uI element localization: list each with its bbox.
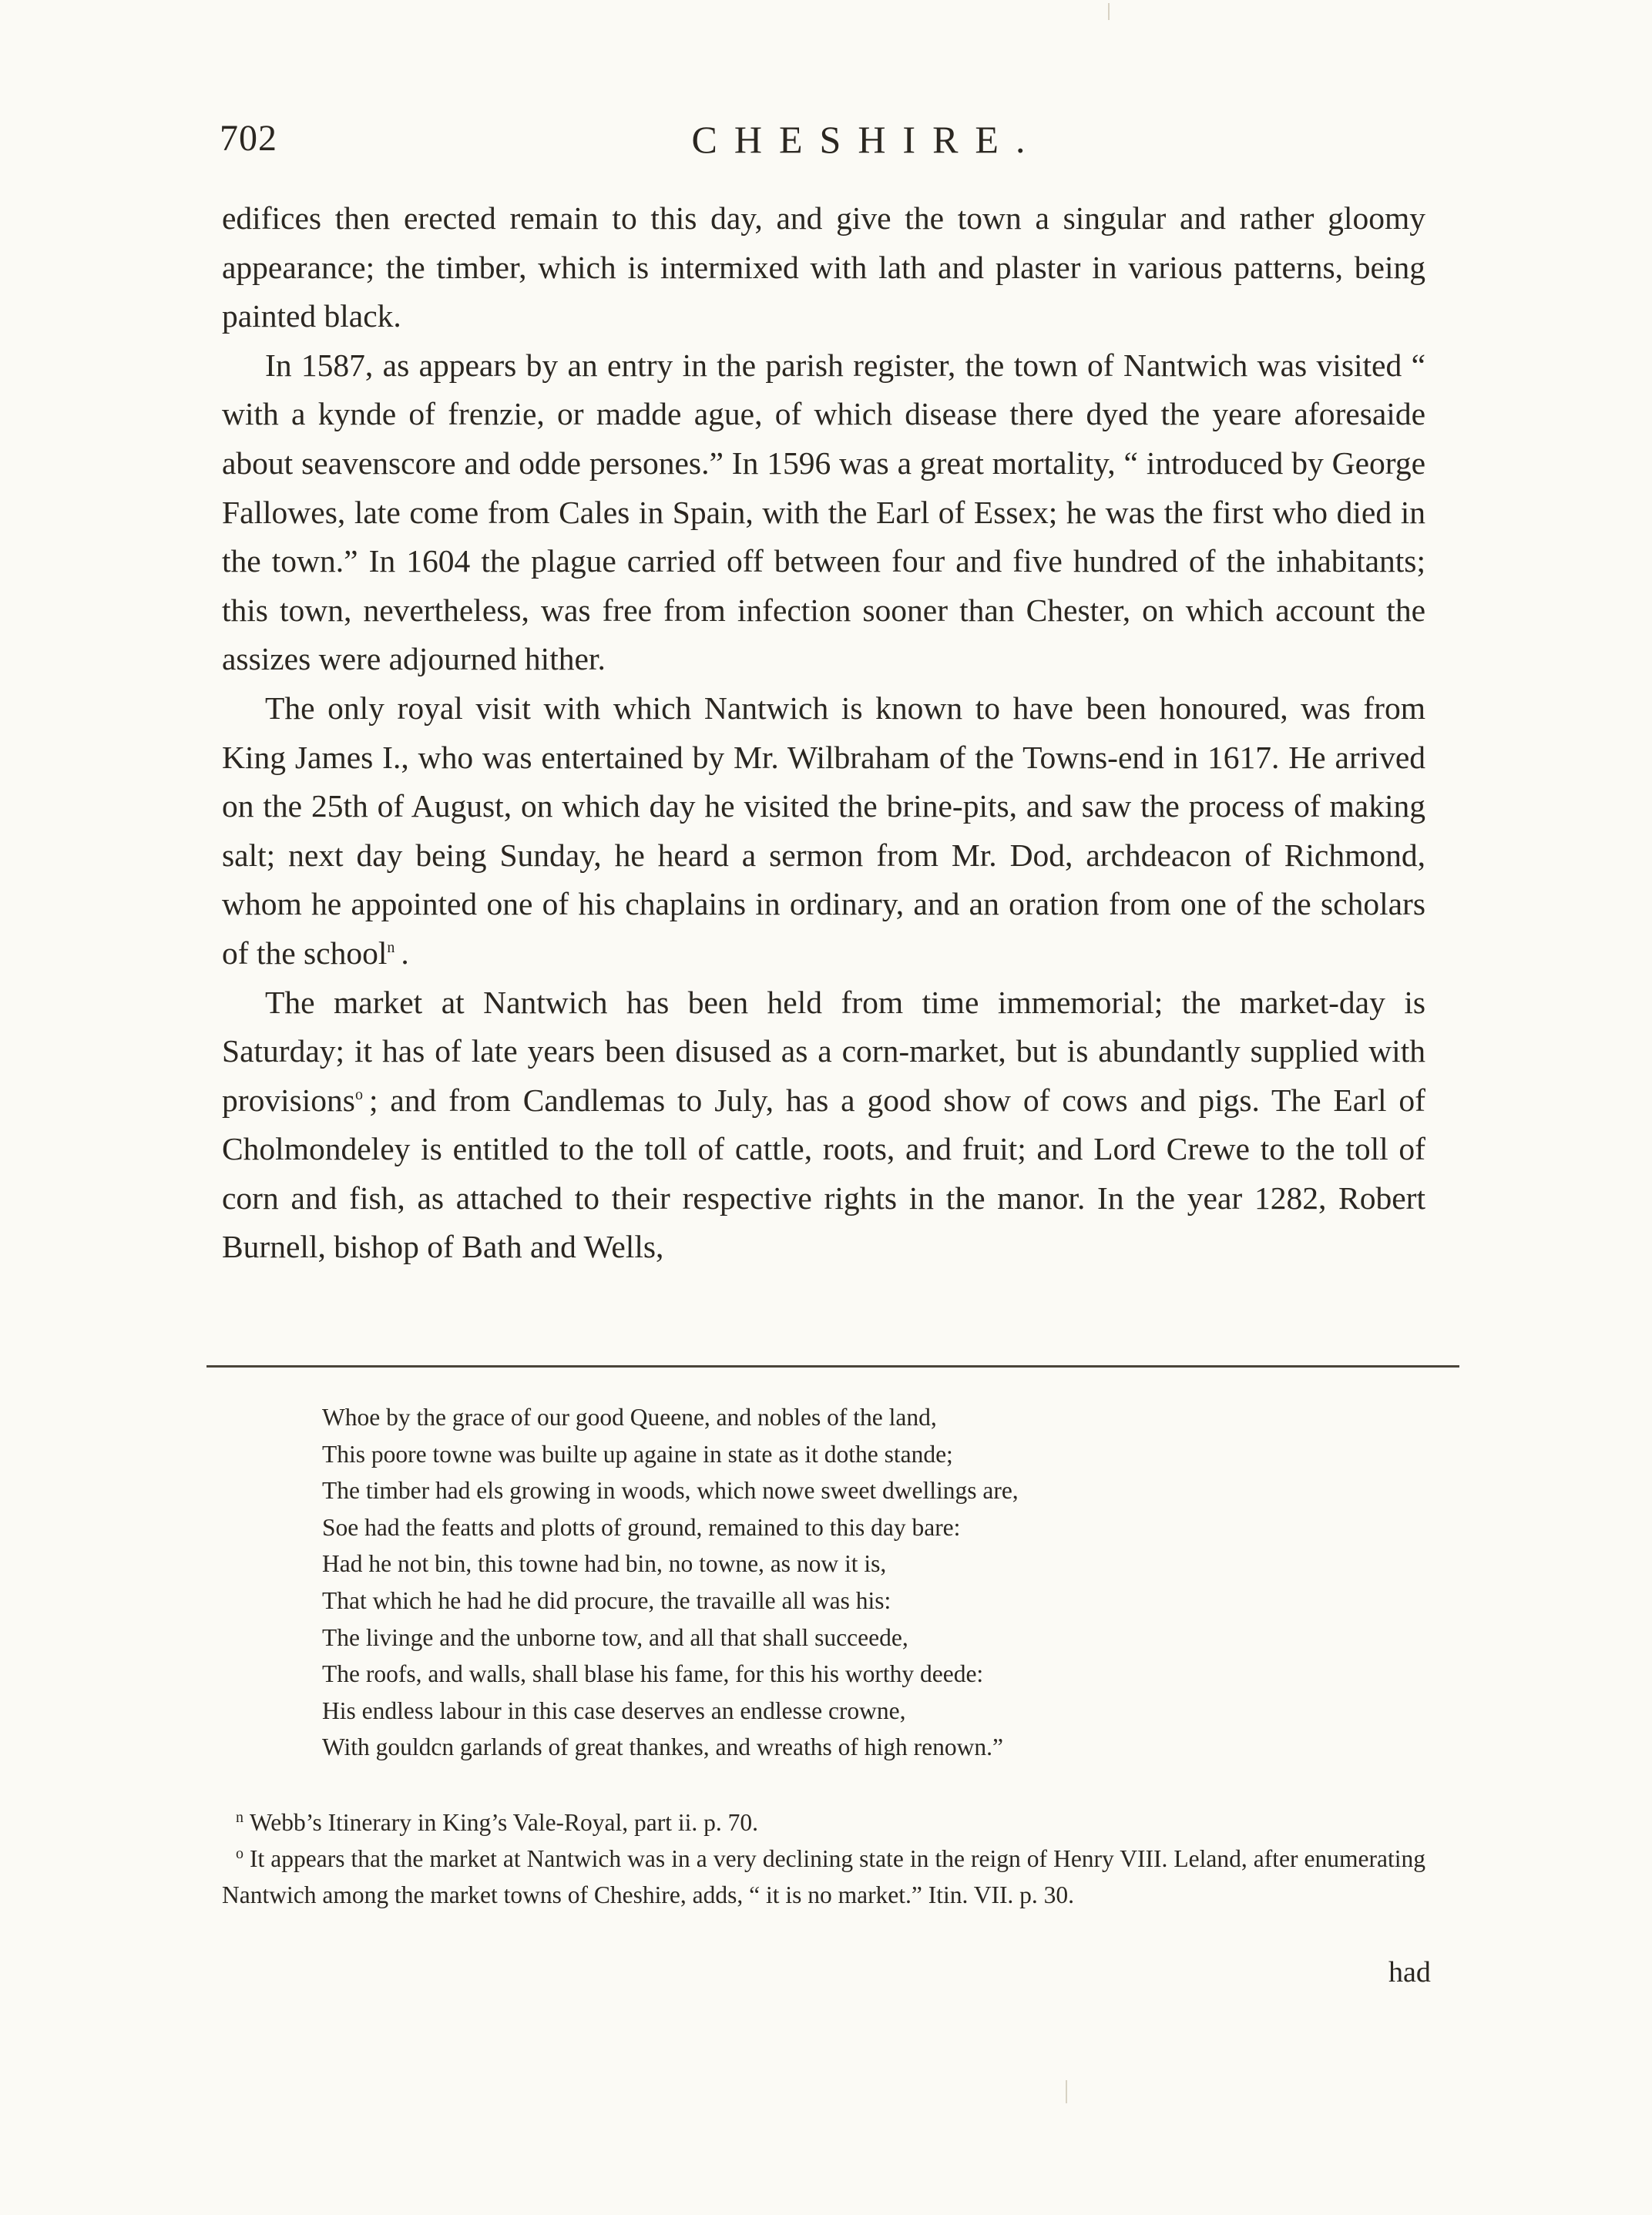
catchword: had	[1388, 1956, 1431, 1988]
paragraph: edifices then erected remain to this day, and give the town a singular and rather gloomy appearance; the timber, which is intermixed with lath and plaster in various patterns, being painted black.	[222, 200, 1425, 334]
verse-quotation	[322, 1399, 1416, 1766]
footnote	[222, 1804, 1425, 1841]
verse-line: The livinge and the unborne tow, and all that shall succeede,	[322, 1623, 908, 1651]
footnote	[222, 1841, 1425, 1913]
verse-line: With gouldcn garlands of great thankes, and wreaths of high renown.”	[322, 1733, 1003, 1761]
paper-mark	[1066, 2080, 1067, 2103]
footnote-reference: n	[387, 939, 395, 957]
paragraph	[222, 978, 1425, 1273]
paragraph: In 1587, as appears by an entry in the parish register, the town of Nantwich was visited “ with a kynde of frenzie, or madde ague, of which disease there dyed the yeare aforesaide about seavenscore and odde persones.” In 1596 was a great mortality, “ introduced by George Fallowes, late come from Cales in Spain, with the Earl of Essex; he was the first who died in the town.” In 1604 the plague carried off between four and five hundred of the inhabitants; this town, nevertheless, was free from infection sooner than Chester, on which account the assizes were adjourned hither.	[222, 347, 1425, 677]
paragraph-text: The market at Nantwich has been held from time immemorial; the market-day is Saturday; it has of late years been disused as a corn-market, but is abundantly supplied with provisions	[222, 984, 1425, 1118]
footnote-mark: n	[236, 1808, 243, 1826]
paragraph-text: ; and from Candlemas to July, has a good show of cows and pigs. The Earl of Cholmondeley is entitled to the toll of cattle, roots, and fruit; and Lord Crewe to the toll of corn and fish, as attached to their respective rights in the manor. In the year 1282, Robert Burnell, bishop of Bath and Wells,	[222, 1082, 1425, 1265]
paragraph-text: The only royal visit with which Nantwich is known to have been honoured, was from King James I., who was entertained by Mr. Wilbraham of the Towns-end in 1617. He arrived on the 25th of August, on which day he visited the brine-pits, and saw the process of making salt; next day being Sunday, he heard a sermon from Mr. Dod, archdeacon of Richmond, whom he appointed one of his chaplains in ordinary, and an oration from one of the scholars of the school	[222, 690, 1425, 971]
verse-line: That which he had he did procure, the travaille all was his:	[322, 1586, 891, 1614]
paragraph-end: .	[401, 935, 409, 971]
verse-line: Whoe by the grace of our good Queene, and nobles of the land,	[322, 1404, 937, 1431]
running-title: CHESHIRE.	[691, 118, 1043, 161]
paragraph	[222, 684, 1425, 978]
main-text	[222, 194, 1425, 1272]
verse-line: His endless labour in this case deserves an endlesse crowne,	[322, 1696, 906, 1724]
verse-line: The roofs, and walls, shall blase his fame, for this his worthy deede:	[322, 1660, 984, 1688]
page-header	[220, 117, 1468, 163]
verse-line: Had he not bin, this towne had bin, no towne, as now it is,	[322, 1550, 887, 1578]
paper-mark	[1108, 3, 1110, 20]
verse-line: This poore towne was builte up againe in state as it dothe stande;	[322, 1440, 953, 1468]
footnote-reference: o	[354, 1086, 363, 1103]
footnotes	[222, 1804, 1425, 1913]
footnote-text: It appears that the market at Nantwich was in a very declining state in the reign of Henry VIII. Leland, after enumerating Nantwich among the market towns of Cheshire, adds, “ it is no market.” Itin. VII. p. 30.	[222, 1845, 1425, 1908]
footnote-mark: o	[236, 1844, 243, 1862]
footnote-divider	[206, 1365, 1459, 1368]
footnote-text: Webb’s Itinerary in King’s Vale-Royal, part ii. p. 70.	[250, 1809, 759, 1836]
page-number: 702	[220, 118, 277, 159]
verse-line: Soe had the featts and plotts of ground, remained to this day bare:	[322, 1513, 961, 1541]
verse-line: The timber had els growing in woods, which nowe sweet dwellings are,	[322, 1477, 1019, 1505]
